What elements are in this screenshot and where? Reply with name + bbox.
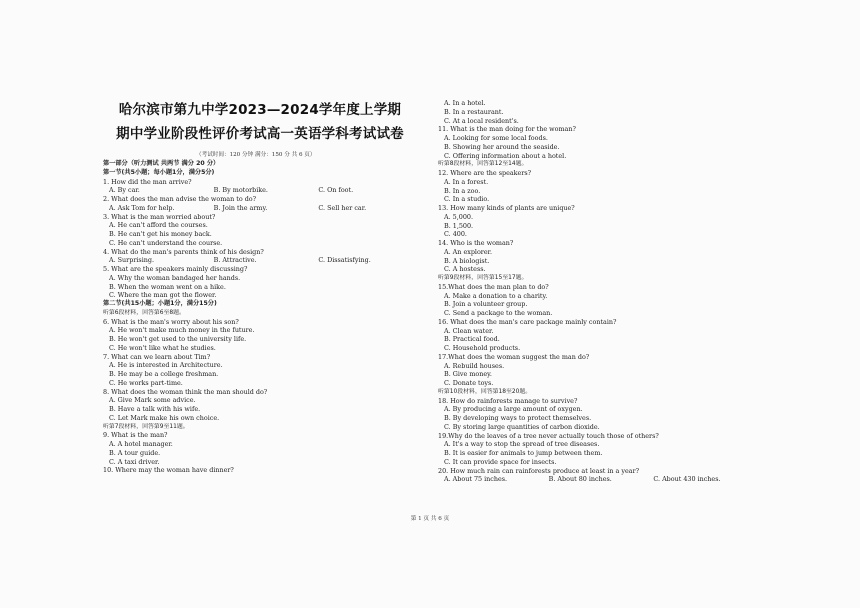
option-b: B. By developing ways to protect themselves. xyxy=(444,414,592,422)
question-9: 9. What is the man? xyxy=(103,431,168,440)
question-15: 15.What does the man plan to do? xyxy=(438,282,549,291)
question-3: 3. What is the man worried about? xyxy=(103,212,216,221)
option-c: C. Offering information about a hotel. xyxy=(444,151,567,160)
option-a: A. It's a way to stop the spread of tree diseases. xyxy=(444,440,600,449)
listening-note: 听第7段材料，回答第9至11题。 xyxy=(103,423,189,430)
option-c: C. It can provide space for insects. xyxy=(444,457,557,466)
option-b: B. He may be a college freshman. xyxy=(109,370,219,378)
option-c: C. He won't like what he studies. xyxy=(109,343,216,352)
option-b: B. 1,500. xyxy=(444,221,474,230)
question-4: 4. What do the man's parents think of his design? xyxy=(103,247,264,256)
option-b: B. In a restaurant. xyxy=(444,107,504,116)
option-b: B. When the woman went on a hike. xyxy=(109,282,226,291)
option-a: A. Clean water. xyxy=(444,326,494,335)
question-1-options xyxy=(103,186,423,195)
option-b: B. Have a talk with his wife. xyxy=(109,405,201,413)
option-c: C. Send a package to the woman. xyxy=(444,309,553,317)
question-13: 13. How many kinds of plants are unique? xyxy=(438,204,575,212)
option-a: A. Looking for some local foods. xyxy=(444,134,548,142)
question-11: 11. What is the man doing for the woman? xyxy=(438,125,576,134)
option-c: C. At a local resident's. xyxy=(444,116,519,125)
option-c: C. He works part-time. xyxy=(109,378,183,387)
exam-title-line1: 哈尔滨市第九中学2023—2024学年度上学期 xyxy=(118,102,402,118)
option-c: C. By storing large quantities of carbon dioxide. xyxy=(444,422,600,431)
option-b: B. Join the army. xyxy=(213,203,268,212)
question-20: 20. How much rain can rainforests produce at least in a year? xyxy=(438,466,640,475)
listening-note: 听第10段材料，回答第18至20题。 xyxy=(438,388,532,395)
option-b: B. A tour guide. xyxy=(109,448,161,457)
question-14: 14. Who is the woman? xyxy=(438,239,514,247)
option-b: B. Attractive. xyxy=(213,256,257,265)
option-c: C. In a studio. xyxy=(444,195,490,204)
option-a: A. By car. xyxy=(109,186,140,195)
section1-title: 第一节(共5小题；每小题1分，满分5分) xyxy=(103,168,215,176)
option-c: C. Where the man got the flower. xyxy=(109,291,217,300)
option-c: C. Donate toys. xyxy=(444,379,494,387)
option-a: A. By producing a large amount of oxygen. xyxy=(444,405,583,414)
option-c: C. 400. xyxy=(444,230,467,239)
section2-title: 第二节(共15小题；小题1分，满分15分) xyxy=(103,300,217,307)
question-1: 1. How did the man arrive? xyxy=(103,177,192,186)
option-a: A. He can't afford the courses. xyxy=(109,221,208,230)
listening-note: 听第8段材料，回答第12至14题。 xyxy=(438,161,528,168)
page-number: 第 1 页 共 6 页 xyxy=(410,516,450,522)
right-column xyxy=(438,99,758,484)
option-b: B. Practical food. xyxy=(444,335,500,344)
option-c: C. Let Mark make his own choice. xyxy=(109,413,220,422)
option-b: B. It is easier for animals to jump between them. xyxy=(444,449,603,457)
option-b: B. Showing her around the seaside. xyxy=(444,142,560,151)
option-b: B. Give money. xyxy=(444,370,492,379)
question-4-options xyxy=(103,256,423,265)
option-a: A. Ask Tom for help. xyxy=(109,203,175,212)
option-c: C. Dissatisfying. xyxy=(318,256,371,265)
listening-note: 听第6段材料，回答第6至8题。 xyxy=(103,309,185,316)
question-2-options xyxy=(103,204,423,213)
option-b: B. He can't get his money back. xyxy=(109,230,212,238)
option-c: C. On foot. xyxy=(318,186,354,195)
option-c: C. A hostess. xyxy=(444,265,486,274)
left-column xyxy=(103,160,423,475)
question-7: 7. What can we learn about Tim? xyxy=(103,352,211,361)
option-a: A. He won't make much money in the future. xyxy=(109,326,255,335)
option-a: A. Give Mark some advice. xyxy=(109,396,196,405)
question-2: 2. What does the man advise the woman to do? xyxy=(103,195,257,203)
option-a: A. An explorer. xyxy=(444,247,493,256)
option-a: A. Make a donation to a charity. xyxy=(444,291,548,300)
option-a: A. He is interested in Architecture. xyxy=(109,361,223,370)
option-a: A. 5,000. xyxy=(444,212,474,221)
option-a: A. In a hotel. xyxy=(444,99,486,107)
part1-title: 第一部分（听力测试 共两节 满分 20 分） xyxy=(103,160,220,167)
option-c: C. Household products. xyxy=(444,344,521,352)
question-6: 6. What is the man's worry about his son? xyxy=(103,317,239,326)
option-c: C. He can't understand the course. xyxy=(109,238,223,247)
option-b: B. By motorbike. xyxy=(213,186,268,195)
option-b: B. Join a volunteer group. xyxy=(444,300,528,309)
question-16: 16. What does the man's care package mainly contain? xyxy=(438,317,617,326)
question-19: 19.Why do the leaves of a tree never actually touch those of others? xyxy=(438,431,659,440)
option-a: A. Rebuild houses. xyxy=(444,361,505,370)
option-b: B. He won't get used to the university life. xyxy=(109,335,247,343)
option-c: C. About 430 inches. xyxy=(653,475,721,484)
option-a: A. Why the woman bandaged her hands. xyxy=(109,273,241,282)
option-a: A. A hotel manager. xyxy=(109,440,173,448)
option-a: A. Surprising. xyxy=(109,256,154,265)
listening-note: 听第9段材料，回答第15至17题。 xyxy=(438,275,528,281)
question-8: 8. What does the woman think the man should do? xyxy=(103,387,268,396)
exam-title-line2: 期中学业阶段性评价考试高一英语学科考试试卷 xyxy=(116,126,404,142)
question-17: 17.What does the woman suggest the man do? xyxy=(438,352,590,361)
exam-info: （考试时间：120 分钟 满分：150 分 共 6 页） xyxy=(196,152,316,158)
option-a: A. About 75 inches. xyxy=(444,475,508,484)
option-b: B. About 80 inches. xyxy=(548,475,612,484)
question-12: 12. Where are the speakers? xyxy=(438,169,532,177)
option-a: A. In a forest. xyxy=(444,177,489,186)
question-5: 5. What are the speakers mainly discussing? xyxy=(103,265,248,273)
option-b: B. A biologist. xyxy=(444,256,490,265)
option-c: C. A taxi driver. xyxy=(109,457,160,466)
question-20-options xyxy=(438,475,758,484)
question-10: 10. Where may the woman have dinner? xyxy=(103,466,234,475)
option-b: B. In a zoo. xyxy=(444,186,481,195)
question-18: 18. How do rainforests manage to survive? xyxy=(438,396,578,405)
option-c: C. Sell her car. xyxy=(318,203,367,212)
